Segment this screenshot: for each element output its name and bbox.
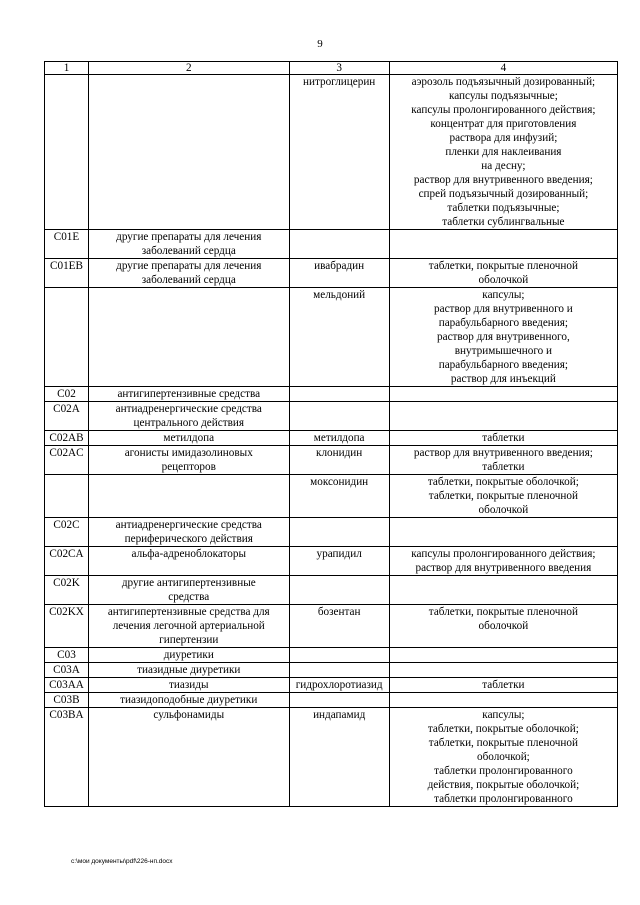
table-row — [45, 708, 618, 807]
atc-code-cell: C02CA — [45, 547, 89, 576]
group-name-cell: метилдопа — [88, 431, 289, 446]
dosage-forms-cell: капсулы; таблетки, покрытые оболочкой; таблетки, покрытые пленочной оболочкой; таблетки пролонгированного действия, покрытые оболочкой; таблетки пролонгированного — [389, 708, 617, 807]
drug-name-cell: урапидил — [289, 547, 389, 576]
atc-code-cell — [45, 75, 89, 230]
dosage-forms-cell — [389, 387, 617, 402]
dosage-forms-cell: аэрозоль подъязычный дозированный; капсулы подъязычные; капсулы пролонгированного действия; концентрат для приготовления раствора для инфузий; пленки для наклеивания на десну; раствор для внутривенного введения; спрей подъязычный дозированный; таблетки подъязычные; таблетки сублингвальные — [389, 75, 617, 230]
atc-code-cell: C01EB — [45, 259, 89, 288]
column-header-1: 1 — [45, 62, 89, 75]
table-row — [45, 518, 618, 547]
column-header-4: 4 — [389, 62, 617, 75]
group-name-cell — [88, 288, 289, 387]
table-row — [45, 547, 618, 576]
drug-name-cell: моксонидин — [289, 475, 389, 518]
atc-code-cell: C02A — [45, 402, 89, 431]
atc-code-cell: C03AA — [45, 678, 89, 693]
group-name-cell: другие препараты для лечения заболеваний сердца — [88, 259, 289, 288]
column-header-2: 2 — [88, 62, 289, 75]
atc-code-cell: C03BA — [45, 708, 89, 807]
dosage-forms-cell — [389, 230, 617, 259]
dosage-forms-cell: раствор для внутривенного введения; таблетки — [389, 446, 617, 475]
atc-code-cell: C02C — [45, 518, 89, 547]
dosage-forms-cell — [389, 576, 617, 605]
table-row — [45, 605, 618, 648]
group-name-cell: сульфонамиды — [88, 708, 289, 807]
group-name-cell: альфа-адреноблокаторы — [88, 547, 289, 576]
table-row — [45, 678, 618, 693]
table-row — [45, 693, 618, 708]
group-name-cell — [88, 75, 289, 230]
dosage-forms-cell: капсулы; раствор для внутривенного и парабульбарного введения; раствор для внутривенного, внутримышечного и парабульбарного введения; раствор для инъекций — [389, 288, 617, 387]
dosage-forms-cell: таблетки — [389, 678, 617, 693]
table-row — [45, 576, 618, 605]
table-row — [45, 431, 618, 446]
drug-name-cell: индапамид — [289, 708, 389, 807]
dosage-forms-cell: таблетки — [389, 431, 617, 446]
table-row — [45, 259, 618, 288]
group-name-cell: другие препараты для лечения заболеваний сердца — [88, 230, 289, 259]
dosage-forms-cell — [389, 693, 617, 708]
atc-code-cell: C03A — [45, 663, 89, 678]
table-row — [45, 475, 618, 518]
table-row — [45, 648, 618, 663]
group-name-cell: тиазидоподобные диуретики — [88, 693, 289, 708]
group-name-cell: диуретики — [88, 648, 289, 663]
table-body — [45, 75, 618, 807]
dosage-forms-cell: таблетки, покрытые пленочной оболочкой — [389, 259, 617, 288]
table-row — [45, 663, 618, 678]
drug-name-cell — [289, 648, 389, 663]
drug-name-cell: клонидин — [289, 446, 389, 475]
dosage-forms-cell: таблетки, покрытые оболочкой; таблетки, покрытые пленочной оболочкой — [389, 475, 617, 518]
drug-name-cell: мельдоний — [289, 288, 389, 387]
drug-name-cell — [289, 402, 389, 431]
group-name-cell: антигипертензивные средства — [88, 387, 289, 402]
dosage-forms-cell — [389, 648, 617, 663]
drug-name-cell — [289, 663, 389, 678]
group-name-cell: антигипертензивные средства для лечения легочной артериальной гипертензии — [88, 605, 289, 648]
drug-name-cell — [289, 387, 389, 402]
dosage-forms-cell — [389, 663, 617, 678]
drug-name-cell: нитроглицерин — [289, 75, 389, 230]
dosage-forms-cell — [389, 402, 617, 431]
file-path-footer: c:\мои документы\pdf\226-нп.docx — [71, 858, 173, 865]
group-name-cell: агонисты имидазолиновых рецепторов — [88, 446, 289, 475]
table-row — [45, 446, 618, 475]
group-name-cell: тиазидные диуретики — [88, 663, 289, 678]
group-name-cell: антиадренергические средства периферического действия — [88, 518, 289, 547]
atc-code-cell: C02K — [45, 576, 89, 605]
table-row — [45, 75, 618, 230]
dosage-forms-cell: таблетки, покрытые пленочной оболочкой — [389, 605, 617, 648]
table-row — [45, 230, 618, 259]
group-name-cell: тиазиды — [88, 678, 289, 693]
drug-name-cell — [289, 693, 389, 708]
page-number: 9 — [317, 38, 323, 50]
atc-code-cell: C03B — [45, 693, 89, 708]
atc-code-cell: C02AC — [45, 446, 89, 475]
drug-name-cell — [289, 518, 389, 547]
table-row — [45, 288, 618, 387]
drug-table — [44, 61, 618, 807]
dosage-forms-cell — [389, 518, 617, 547]
table-row — [45, 402, 618, 431]
table-row — [45, 387, 618, 402]
drug-name-cell — [289, 230, 389, 259]
drug-name-cell: ивабрадин — [289, 259, 389, 288]
group-name-cell: антиадренергические средства центрального действия — [88, 402, 289, 431]
drug-name-cell: гидрохлоротиазид — [289, 678, 389, 693]
atc-code-cell: C01E — [45, 230, 89, 259]
group-name-cell — [88, 475, 289, 518]
dosage-forms-cell: капсулы пролонгированного действия; раствор для внутривенного введения — [389, 547, 617, 576]
atc-code-cell — [45, 288, 89, 387]
group-name-cell: другие антигипертензивные средства — [88, 576, 289, 605]
atc-code-cell: C02KX — [45, 605, 89, 648]
column-header-3: 3 — [289, 62, 389, 75]
drug-name-cell: метилдопа — [289, 431, 389, 446]
table-header-row — [45, 62, 618, 75]
drug-name-cell: бозентан — [289, 605, 389, 648]
atc-code-cell: C02 — [45, 387, 89, 402]
atc-code-cell: C03 — [45, 648, 89, 663]
atc-code-cell — [45, 475, 89, 518]
drug-name-cell — [289, 576, 389, 605]
atc-code-cell: C02AB — [45, 431, 89, 446]
